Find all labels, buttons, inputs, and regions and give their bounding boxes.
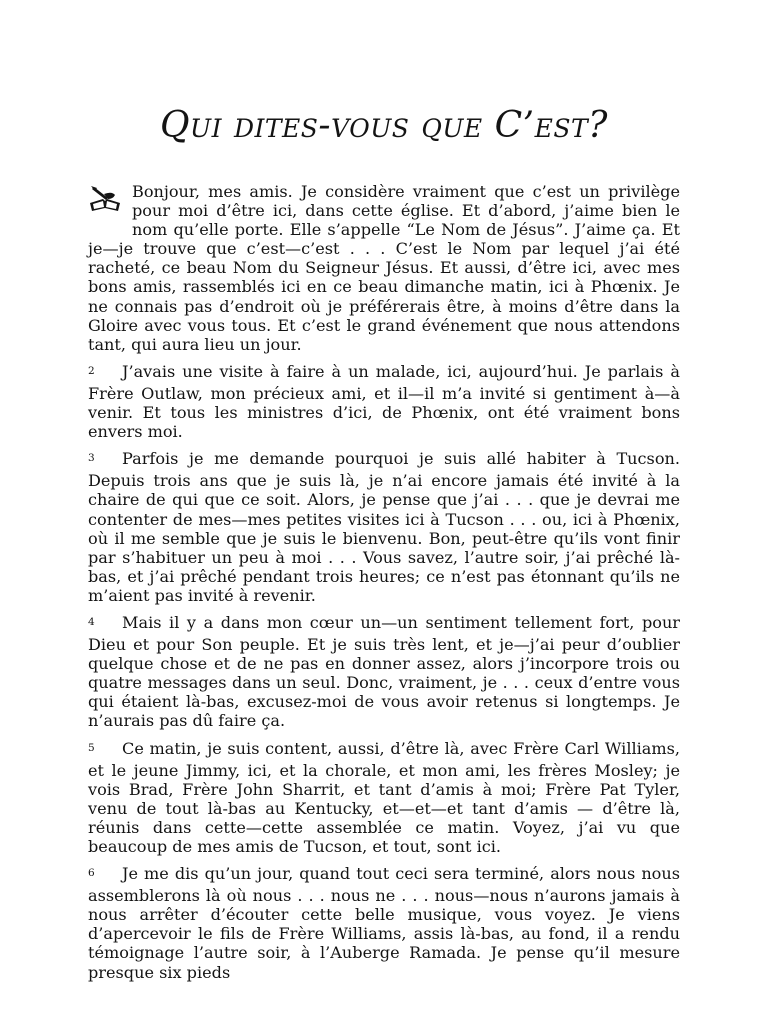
pen-and-book-icon	[88, 185, 128, 221]
paragraph-text: J’avais une visite à faire à un malade, ici, aujourd’hui. Je parlais à Frère Outlaw, mon précieux ami, et il—il m’a invité si gentiment à—à venir. Et tous les ministres d’ici, de Phœnix, ont été vraiment bons envers moi.	[88, 361, 680, 442]
paragraph-2	[88, 362, 680, 441]
paragraph-3	[88, 449, 680, 605]
paragraph-text: Mais il y a dans mon cœur un—un sentiment tellement fort, pour Dieu et pour Son peuple. Et je suis très lent, et je—j’ai peur d’oublier quelque chose et de ne pas en donner assez, alors j’incorpore trois ou quatre messages dans un seul. Donc, vraiment, je . . . ceux d’entre vous qui étaient là-bas, excusez-moi de vous avoir retenus si longtemps. Je n’aurais pas dû faire ça.	[88, 612, 680, 731]
paragraph-4	[88, 613, 680, 731]
paragraph-text: Parfois je me demande pourquoi je suis allé habiter à Tucson. Depuis trois ans que je suis là, je n’ai encore jamais été invité à la chaire de qui que ce soit. Alors, je pense que j’ai . . . que je devrai me contenter de mes—mes petites visites ici à Tucson . . . ou, ici à Phœnix, où il me semble que je suis le bienvenu. Bon, peut-être qu’ils vont finir par s’habituer un peu à moi . . . Vous savez, l’autre soir, j’ai prêché là-bas, et j’ai prêché pendant trois heures; ce n’est pas étonnant qu’ils ne m’aient pas invité à revenir.	[88, 449, 680, 605]
paragraph-number: 3	[88, 452, 95, 465]
page-title: Qui dites-vous que C’est?	[160, 105, 608, 146]
paragraph-number: 4	[88, 615, 95, 628]
paragraph-1	[88, 182, 680, 354]
sermon-body	[88, 182, 680, 990]
paragraph-text: Bonjour, mes amis. Je considère vraiment que c’est un privilège pour moi d’être ici, dans cette église. Et d’abord, j’aime bien le nom qu’elle porte. Elle s’appelle “Le Nom de Jésus”. J’aime ça. Et je—je trouve que c’est—c’est . . . C’est le Nom par lequel j’ai été racheté, ce beau Nom du Seigneur Jésus. Et aussi, d’être ici, avec mes bons amis, rassemblés ici en ce beau dimanche matin, ici à Phœnix. Je ne connais pas d’endroit où je préférerais être, à moins d’être dans la Gloire avec vous tous. Et c’est le grand événement que nous attendons tant, qui aura lieu un jour.	[88, 182, 680, 354]
paragraph-number: 5	[88, 741, 95, 754]
paragraph-text: Ce matin, je suis content, aussi, d’être là, avec Frère Carl Williams, et le jeune Jimmy, ici, et la chorale, et mon ami, les frères Mosley; je vois Brad, Frère John Sharrit, et tant d’amis à moi; Frère Pat Tyler, venu de tout là-bas au Kentucky, et—et—et tant d’amis — d’être là, réunis dans cette—cette assemblée ce matin. Voyez, j’ai vu que beaucoup de mes amis de Tucson, et tout, sont ici.	[88, 738, 680, 856]
paragraph-number: 6	[88, 867, 95, 880]
paragraph-5	[88, 739, 680, 857]
paragraph-6	[88, 864, 680, 982]
paragraph-number: 2	[88, 364, 95, 377]
paragraph-text: Je me dis qu’un jour, quand tout ceci sera terminé, alors nous nous assemblerons là où nous . . . nous ne . . . nous—nous n’aurons jamais à nous arrêter d’écouter cette belle musique, vous voyez. Je viens d’apercevoir le fils de Frère Williams, assis là-bas, au fond, il a rendu témoignage l’autre soir, à l’Auberge Ramada. Je pense qu’il mesure presque six pieds	[88, 864, 680, 982]
